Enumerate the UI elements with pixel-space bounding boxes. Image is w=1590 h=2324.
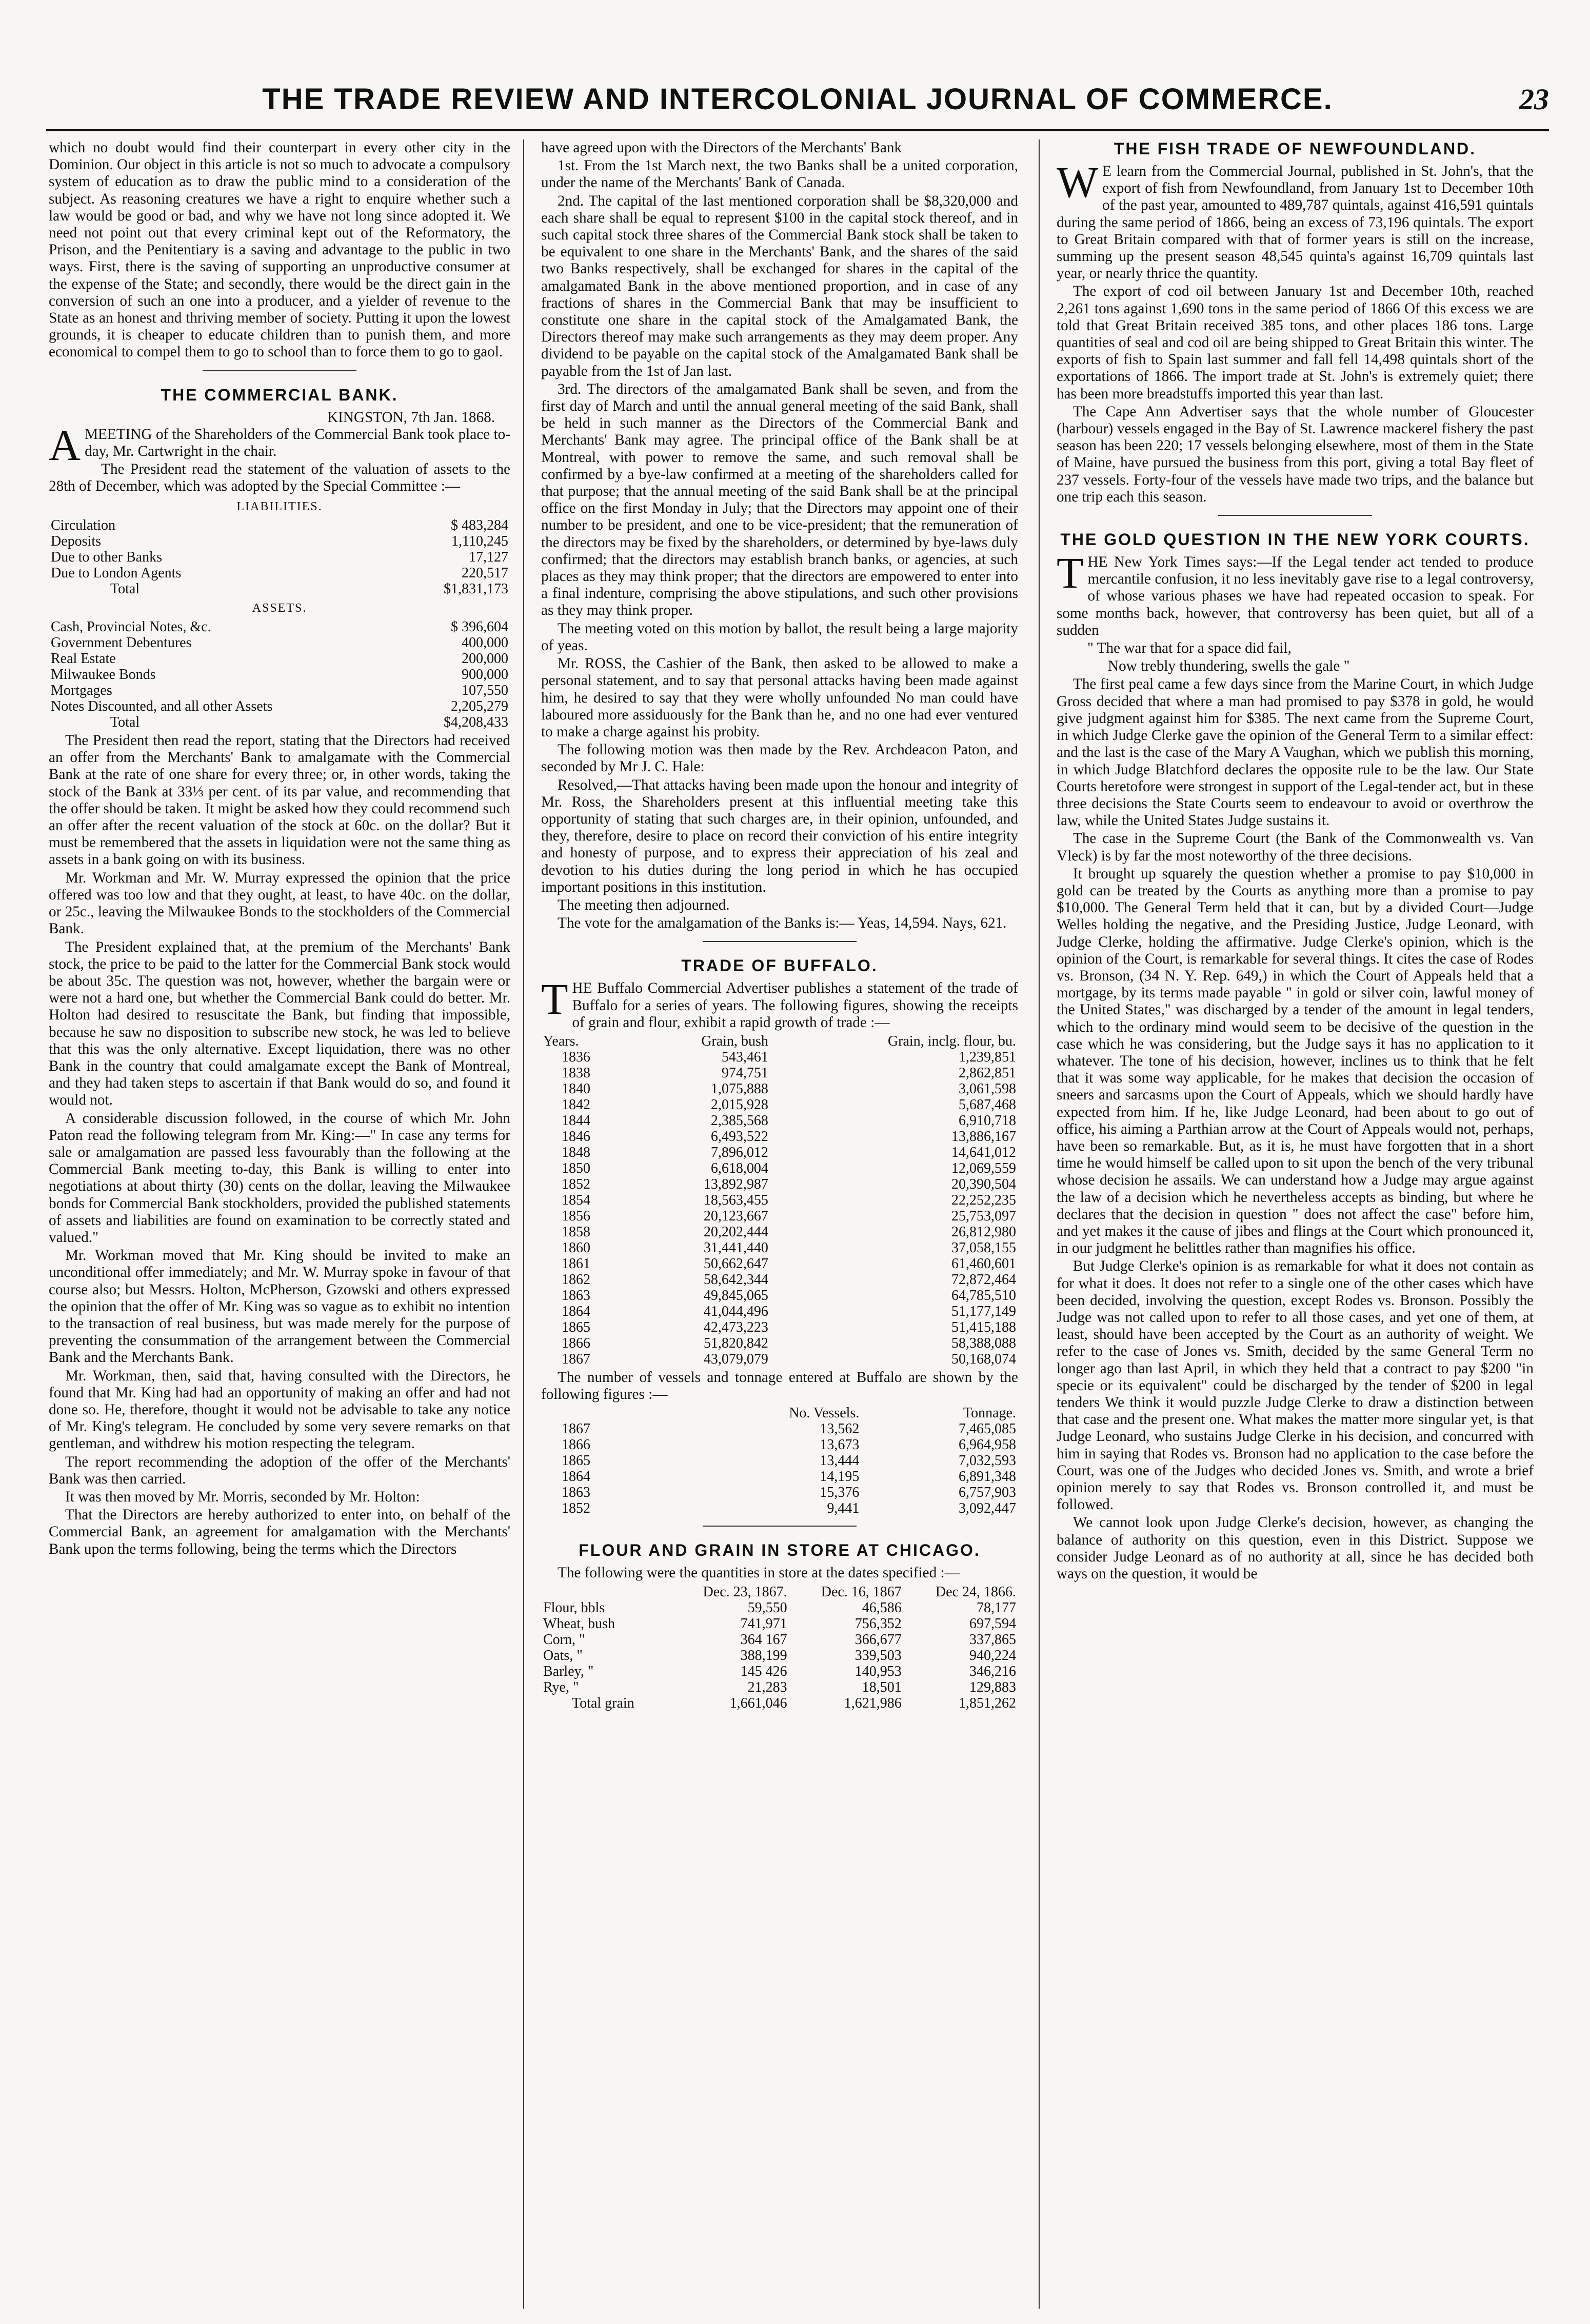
row-value: 31,441,440 [703, 1239, 768, 1256]
row-amount: 107,550 [462, 683, 508, 699]
row-value: 20,202,444 [703, 1224, 768, 1240]
gold-paragraph: We cannot look upon Judge Clerke's decision, however, as changing the balance of authority on this question, even in this District. Suppose we consider Judge Leonard as of no authority at all, since he has decided both ways on the question, it would be [1057, 1514, 1534, 1582]
row-value: 337,865 [969, 1631, 1016, 1648]
row-label: 1863 [562, 1485, 590, 1501]
table-row [541, 1600, 1018, 1616]
article-paragraph: The President then read the report, stating that the Directors had received an offer from the Merchants' Bank to amalgamate with the Commercial Bank at the rate of one share for every three; or, in other words, taking the stock of the Bank at 33⅓ per cent. of its par value, and recommending that the offer should be taken. It might be asked how they could recommend such an offer after the recent valuation of the stock at 60c. on the dollar? But it must be remembered that the assets in liquidation were not the same thing as assets in a bank going on with its business. [49, 732, 510, 868]
row-label: 1848 [562, 1144, 590, 1160]
total-row [49, 581, 510, 597]
row-value: 18,563,455 [703, 1192, 768, 1208]
table-row [541, 1679, 1018, 1695]
column-2 [541, 139, 1018, 2309]
table-row [541, 1256, 1018, 1272]
row-value: 1,075,888 [710, 1080, 768, 1097]
row-value: 18,501 [862, 1679, 902, 1695]
table-row [541, 1319, 1018, 1335]
table-row [49, 565, 510, 581]
row-label: Oats, " [543, 1647, 583, 1664]
column-divider [1039, 139, 1040, 2309]
total-label: Total grain [572, 1695, 634, 1711]
article-paragraph: Resolved,—That attacks having been made upon the honour and integrity of Mr. Ross, the Shareholders present at this influential meeting take this opportunity of stating that such charges are, in their opinion, unfounded, and they, therefore, desire to place on record their conviction of his entire integrity and honesty of purpose, and to express their appreciation of his zeal and devotion to his duties during the long period in which he has occupied important positions in this institution. [541, 776, 1018, 895]
row-value: 756,352 [854, 1615, 902, 1632]
row-value: 61,460,601 [951, 1255, 1016, 1272]
table-row [541, 1664, 1018, 1679]
table-row [541, 1208, 1018, 1224]
buffalo-intro: THE Buffalo Commercial Advertiser publishes a statement of the trade of Buffalo for a series of years. The following figures, showing the receipts of grain and flour, exhibit a rapid growth of trade :— [541, 974, 1018, 1031]
row-label: 1850 [562, 1160, 590, 1176]
column-header: Years. [543, 1033, 579, 1049]
row-label: Real Estate [51, 651, 116, 667]
article-paragraph: The following motion was then made by the Rev. Archdeacon Paton, and seconded by Mr J. C. Hale: [541, 742, 1018, 775]
table-row [541, 1648, 1018, 1664]
row-value: 12,069,559 [951, 1160, 1016, 1176]
chicago-intro: The following were the quantities in store at the dates specified :— [558, 1565, 960, 1581]
row-value: 543,461 [721, 1049, 768, 1065]
total-amount: $1,831,173 [444, 580, 508, 597]
total-amount: $4,208,433 [444, 714, 508, 731]
table-row [541, 1272, 1018, 1288]
row-value: 9,441 [827, 1500, 860, 1517]
article-paragraph: A considerable discussion followed, in the course of which Mr. John Paton read the following telegram from Mr. King:—" In case any terms for sale or amalgamation are passed less favourably than the following at the Commercial Bank meeting to-day, this Bank is willing to enter into negotiations at about thirty (30) cents on the dollar, leaving the Milwaukee bonds for Commercial Bank stockholders, provided the published statements of assets and liabilities are found on examination to be correctly stated and valued." [49, 1110, 510, 1246]
row-value: 6,910,718 [959, 1112, 1016, 1129]
table-row [541, 1081, 1018, 1097]
row-value: 388,199 [740, 1647, 787, 1664]
row-amount: $ 483,284 [451, 517, 508, 533]
drop-cap: T [541, 974, 568, 1024]
total-value: 1,851,262 [959, 1695, 1016, 1711]
row-value: 46,586 [862, 1599, 902, 1616]
column-3 [1057, 139, 1534, 2309]
row-value: 339,503 [854, 1647, 902, 1664]
fish-paragraph: W E learn from the Commercial Journal, published in St. John's, that the export of fish from Newfoundland, from January 1st to December 10th of the past year, amounted to 489,787 quintals, against 416,591 quintals during the same period of 1866, being an excess of 73,196 quintals. The export to Great Britain compared with that of former years is still on the increase, summing up the present season 48,545 quinta's against 16,709 quintals last year, or nearly thrice the quantity. [1057, 157, 1534, 282]
row-value: 26,812,980 [951, 1224, 1016, 1240]
row-label: 1867 [562, 1351, 590, 1367]
row-value: 50,168,074 [951, 1351, 1016, 1367]
row-label: 1862 [562, 1271, 590, 1288]
table-row [541, 1616, 1018, 1632]
table-row [541, 1224, 1018, 1240]
row-value: 21,283 [747, 1679, 787, 1695]
dateline: KINGSTON, 7th Jan. 1868. [327, 409, 495, 426]
fish-trade-heading: THE FISH TRADE OF NEWFOUNDLAND. [1114, 139, 1477, 158]
row-label: Circulation [51, 517, 115, 533]
row-label: Flour, bbls [543, 1599, 605, 1616]
row-value: 58,388,088 [951, 1335, 1016, 1351]
table-row [541, 1176, 1018, 1192]
row-value: 20,123,667 [703, 1208, 768, 1224]
row-value: 974,751 [721, 1065, 768, 1081]
row-label: 1866 [562, 1335, 590, 1351]
page-number: 23 [1519, 83, 1549, 116]
table-row [49, 635, 510, 651]
column-1 [49, 139, 510, 2309]
assets-table [49, 619, 510, 730]
row-label: 1856 [562, 1208, 590, 1224]
row-value: 3,061,598 [959, 1080, 1016, 1097]
row-value: 51,415,188 [951, 1319, 1016, 1335]
gold-paragraph: THE New York Times says:—If the Legal tender act tended to produce mercantile confusion, it no less inevitably gave rise to a legal controversy, of whose various phases we have had repeated occasion to speak. For some months back, however, that controversy has been quiet, but all of a sudden [1057, 548, 1534, 638]
row-value: 346,216 [969, 1663, 1016, 1679]
statement-intro: The President read the statement of the valuation of assets to the 28th of December, which was adopted by the Special Committee :— [49, 461, 510, 495]
article-paragraph: Mr. Workman, then, said that, having consulted with the Directors, he found that Mr. King had had an opportunity of making an offer and had not done so. He, therefore, thought it would not be advisable to take any notice of Mr. King's telegram. He concluded by some very severe remarks on that gentleman, and withdrew his motion respecting the telegram. [49, 1367, 510, 1452]
total-value: 1,621,986 [844, 1695, 902, 1711]
row-value: 940,224 [969, 1647, 1016, 1664]
table-row [541, 1453, 1018, 1469]
table-row [541, 1304, 1018, 1319]
row-value: 7,896,012 [710, 1144, 768, 1160]
gold-question-heading: THE GOLD QUESTION IN THE NEW YORK COURTS. [1060, 530, 1530, 549]
row-amount: 2,205,279 [451, 698, 508, 715]
column-header: Grain, bush [701, 1033, 768, 1049]
liabilities-table [49, 517, 510, 597]
drop-cap: A [49, 420, 81, 470]
row-value: 43,079,079 [703, 1351, 768, 1367]
gold-paragraph: But Judge Clerke's opinion is as remarkable for what it does not contain as for what it does. It does not refer to a single one of the other cases which have been decided, involving the question, except Rodes vs. Bronson. Possibly the Judge was not called upon to refer to all those cases, and yet one of them, at least, should have been accepted by the Court as an authority of weight. We refer to the case of Jones vs. Smith, decided by the same General Term no longer ago than last April, in which they held that a contract to pay $200 "in specie or its equivalent" could be discharged by the tender of $200 in legal tenders We think it would puzzle Judge Clerke to draw a distinction between that case and the present one. What makes the matter more singular yet, is that Judge Leonard, who sustains Judge Clerke in his decision, and concurred with him in saying that Rodes vs. Bronson had no application to the case before the Court, was one of the Judges who decided Jones vs. Smith, and wrote a brief opinion merely to say that Rodes vs. Bronson controlled it, and must be followed. [1057, 1258, 1534, 1513]
row-value: 13,892,987 [703, 1176, 768, 1192]
row-value: 72,872,464 [951, 1271, 1016, 1288]
assets-label: ASSETS. [252, 601, 307, 615]
row-value: 5,687,468 [959, 1096, 1016, 1113]
table-row [541, 1485, 1018, 1500]
gold-paragraph: It brought up squarely the question whether a promise to pay $10,000 in gold can be treated by the Courts as anything more than a promise to pay $10,000. The General Term held that it can, but by a divided Court—Judge Welles holding the negative, and the Presiding Justice, Judge Leonard, with Judge Clerke, holding the affirmative. Judge Clerke's opinion, which is the opinion of the Court, is remarkable for several things. It cites the case of Rodes vs. Bronson, (34 N. Y. Rep. 649,) in which the Court of Appeals held that a mortgage, by its terms made payable " in gold or silver coin, lawful money of the United States," was discharged by a tender of the amount in legal tenders, which to the ordinary mind would seem to be decisive of the question in the case which he was considering, but the Judge says it has no application to it whatever. The tone of his decision, however, inclines us to think that he felt that it was some way applicable, for he makes that decision the occasion of sneers and sarcasms upon the Court of Appeals, which we should hardly have expected from him. If he, like Judge Leonard, had been about to go out of office, his aiming a Parthian arrow at the Court of Appeals would not, perhaps, have been so remarkable. But, as it is, he must have forgotten that in a short time he would himself be called upon to sit upon the bench of the very tribunal whose decision he assails. We can understand how a Judge may argue against the law of a decision which he nevertheless accepts as binding, but where he declares that the decision in question " does not affect the case" before him, and yet makes it the cause of jibes and flings at the Court which pronounced it, in our judgment he belittles rather than magnifies his office. [1057, 865, 1534, 1257]
article-paragraph: Mr. Workman moved that Mr. King should be invited to make an unconditional offer immediately; and Mr. W. Murray spoke in favour of that course also; but Messrs. Holton, McPherson, Gzowski and others expressed the opinion that the offer of Mr. King was so vague as to exhibit no intention to the transaction of real business, but was made merely for the purpose of preventing the consummation of the arrangement between the Commercial Bank and the Merchants Bank. [49, 1247, 510, 1366]
row-value: 1,239,851 [959, 1049, 1016, 1065]
row-value: 364 167 [740, 1631, 787, 1648]
article-paragraph: It was then moved by Mr. Morris, seconded by Mr. Holton: [65, 1489, 420, 1505]
row-value: 7,032,593 [959, 1453, 1016, 1469]
column-header: Grain, inclg. flour, bu. [887, 1033, 1016, 1049]
row-value: 49,845,065 [703, 1287, 768, 1304]
table-row [541, 1335, 1018, 1351]
verse-line: Now trebly thundering, swells the gale " [1108, 658, 1350, 675]
table-header-row [541, 1584, 1018, 1600]
total-row [541, 1695, 1018, 1711]
row-value: 42,473,223 [703, 1319, 768, 1335]
row-amount: 900,000 [462, 667, 508, 683]
table-row [541, 1049, 1018, 1065]
row-value: 14,195 [820, 1469, 860, 1485]
table-row [541, 1145, 1018, 1160]
total-label: Total [110, 714, 140, 731]
table-row [49, 683, 510, 698]
row-label: 1852 [562, 1500, 590, 1517]
commercial-bank-heading: THE COMMERCIAL BANK. [161, 385, 399, 404]
table-row [541, 1437, 1018, 1453]
section-rule [1218, 515, 1372, 516]
article-paragraph: The vote for the amalgamation of the Banks is:— Yeas, 14,594. Nays, 621. [558, 915, 1007, 932]
row-value: 59,550 [747, 1599, 787, 1616]
row-value: 41,044,496 [703, 1303, 768, 1319]
chicago-store-heading: FLOUR AND GRAIN IN STORE AT CHICAGO. [579, 1541, 981, 1560]
table-row [541, 1065, 1018, 1081]
row-label: 1867 [562, 1421, 590, 1437]
column-header: Tonnage. [963, 1405, 1016, 1421]
trade-of-buffalo-heading: TRADE OF BUFFALO. [681, 956, 878, 975]
row-value: 145 426 [740, 1663, 787, 1679]
table-row [49, 549, 510, 565]
row-amount: $ 396,604 [451, 619, 508, 635]
total-row [49, 714, 510, 730]
row-value: 2,385,568 [710, 1112, 768, 1129]
table-row [49, 619, 510, 635]
meeting-paragraph: AMEETING of the Shareholders of the Commercial Bank took place to-day, Mr. Cartwright in the chair. [49, 420, 510, 470]
row-value: 25,753,097 [951, 1208, 1016, 1224]
vessels-intro: The number of vessels and tonnage entered at Buffalo are shown by the following figures :— [541, 1369, 1018, 1403]
buffalo-grain-table [541, 1033, 1018, 1367]
row-value: 13,673 [820, 1437, 860, 1453]
article-paragraph: Mr. Workman and Mr. W. Murray expressed the opinion that the price offered was too low and that they ought, at least, to have 40c. on the dollar, or 25c., leaving the Milwaukee Bonds to the stockholders of the Commercial Bank. [49, 869, 510, 937]
table-row [541, 1469, 1018, 1485]
masthead [46, 82, 1549, 128]
row-value: 6,891,348 [959, 1469, 1016, 1485]
row-value: 78,177 [977, 1599, 1016, 1616]
row-value: 13,444 [820, 1453, 860, 1469]
row-label: 1836 [562, 1049, 590, 1065]
table-header-row [541, 1405, 1018, 1421]
article-paragraph: Mr. ROSS, the Cashier of the Bank, then asked to be allowed to make a personal statement, and to say that personal attacks having been made against him, he desired to say that they were wholly unfounded No man could have laboured more assiduously for the Bank than he, and no one had ever ventured to make a charge against his probity. [541, 655, 1018, 740]
row-value: 741,971 [740, 1615, 787, 1632]
article-paragraph: The President explained that, at the premium of the Merchants' Bank stock, the price to be paid to the latter for the Commercial Bank stock would be about 35c. The question was not, however, whether the bargain were or were not a hard one, but whether the Commercial Bank could do better. Mr. Holton had desired to resuscitate the Bank, but finding that impossible, because he saw no disposition to subscribe new stock, he was led to believe that this was the only alternative. Except liquidation, there was no other Bank in the country that could amalgamate except the Bank of Montreal, and they had taken steps to ascertain if that Bank would do so, and found it would not. [49, 938, 510, 1109]
row-value: 50,662,647 [703, 1255, 768, 1272]
row-value: 37,058,155 [951, 1239, 1016, 1256]
table-row [541, 1160, 1018, 1176]
article-paragraph: The meeting voted on this motion by ballot, the result being a large majority of yeas. [541, 620, 1018, 654]
article-paragraph: 3rd. The directors of the amalgamated Bank shall be seven, and from the first day of March and until the annual general meeting of the said Bank, shall be held in such manner as the Directors of the Commercial Bank and Merchants' Bank may agree. The principal office of the Bank shall be at Montreal, with power to remove the same, and such removal shall be confirmed by a bye-law confirmed at a meeting of the shareholders called for that purpose; that the annual meeting of the said Bank shall be at the principal office on the first Monday in July; that the Directors may appoint one of their number to be president, and one to be vice-president; that the remuneration of the directors may be fixed by the shareholders, or determined by bye-laws duly confirmed; that the directors may establish branch banks, or agencies, at such places as they may think proper; that the directors are empowered to enter into a final indenture, comprising the above stipulations, and such other provisions as they may think proper. [541, 380, 1018, 619]
row-value: 140,953 [854, 1663, 902, 1679]
article-paragraph: have agreed upon with the Directors of the Merchants' Bank [541, 139, 902, 156]
total-label: Total [110, 580, 140, 597]
row-label: Due to London Agents [51, 565, 182, 581]
chicago-store-table [541, 1584, 1018, 1711]
row-label: 1863 [562, 1287, 590, 1304]
table-row [541, 1288, 1018, 1304]
total-value: 1,661,046 [729, 1695, 787, 1711]
row-label: Cash, Provincial Notes, &c. [51, 619, 211, 635]
table-row [49, 517, 510, 533]
fish-paragraph: The Cape Ann Advertiser says that the whole number of Gloucester (harbour) vessels engaged in the Bay of St. Lawrence mackerel fishery the past season has been 220; 17 vessels belonging elsewhere, most of them in the State of Maine, have pursued the business from this port, giving a total Bay fleet of 237 vessels. Forty-four of the vessels have made two trips, and the balance but one trip each this season. [1057, 403, 1534, 505]
row-label: Due to other Banks [51, 549, 162, 565]
liabilities-label: LIABILITIES. [236, 499, 323, 513]
row-value: 2,862,851 [959, 1065, 1016, 1081]
row-value: 3,092,447 [959, 1500, 1016, 1517]
table-row [541, 1240, 1018, 1256]
row-label: Barley, " [543, 1663, 594, 1679]
education-article-text: which no doubt would find their counterpart in every other city in the Dominion. Our object in this article is not so much to advocate a compulsory system of education as to draw the public mind to a consideration of the subject. As reasoning creatures we have a right to enquire whether such a law would be good or bad, and why we have not long since adopted it. We need not point out that every criminal kept out of the Reformatory, the Prison, and the Penitentiary is a saving and advantage to the public in two ways. First, there is the saving of supporting an unproductive consumer at the expense of the State; and secondly, there would be the direct gain in the conversion of such an one into a producer, and a yielder of revenue to the State as an honest and thriving member of society. Putting it upon the lowest grounds, it is cheaper to educate children than to punish them, and more economical to compel them to go to school than to force them to go to gaol. [49, 139, 510, 360]
article-paragraph: The report recommending the adoption of the offer of the Merchants' Bank was then carried. [49, 1453, 510, 1487]
row-label: 1852 [562, 1176, 590, 1192]
masthead-rule [46, 129, 1549, 131]
row-value: 2,015,928 [710, 1096, 768, 1113]
column-header: Dec. 23, 1867. [703, 1584, 787, 1600]
row-label: 1860 [562, 1239, 590, 1256]
row-label: 1865 [562, 1319, 590, 1335]
row-label: 1846 [562, 1128, 590, 1145]
row-value: 51,820,842 [703, 1335, 768, 1351]
row-value: 20,390,504 [951, 1176, 1016, 1192]
article-paragraph: The meeting then adjourned. [558, 896, 730, 913]
row-label: 1864 [562, 1303, 590, 1319]
table-header-row [541, 1033, 1018, 1049]
table-row [541, 1192, 1018, 1208]
column-divider [523, 139, 524, 2309]
gold-paragraph: The case in the Supreme Court (the Bank of the Commonwealth vs. Van Vleck) is by far the most noteworthy of the three decisions. [1057, 830, 1534, 864]
row-label: Government Debentures [51, 635, 192, 651]
table-row [541, 1500, 1018, 1516]
table-row [541, 1129, 1018, 1145]
row-label: Rye, " [543, 1679, 579, 1695]
row-label: 1844 [562, 1112, 590, 1129]
row-value: 64,785,510 [951, 1287, 1016, 1304]
row-value: 51,177,149 [951, 1303, 1016, 1319]
column-header: No. Vessels. [789, 1405, 860, 1421]
verse-line: " The war that for a space did fail, [1087, 640, 1291, 657]
row-label: 1854 [562, 1192, 590, 1208]
table-row [49, 651, 510, 667]
column-header: Dec 24, 1866. [935, 1584, 1016, 1600]
row-amount: 200,000 [462, 651, 508, 667]
section-rule [703, 941, 857, 942]
row-label: 1866 [562, 1437, 590, 1453]
article-paragraph: 1st. From the 1st March next, the two Banks shall be a united corporation, under the name of the Merchants' Bank of Canada. [541, 157, 1018, 191]
table-row [49, 533, 510, 549]
row-label: Corn, " [543, 1631, 585, 1648]
table-row [541, 1113, 1018, 1129]
row-value: 22,252,235 [951, 1192, 1016, 1208]
buffalo-vessels-table [541, 1405, 1018, 1516]
row-label: 1858 [562, 1224, 590, 1240]
row-label: Deposits [51, 533, 101, 549]
row-value: 13,562 [820, 1421, 860, 1437]
row-value: 14,641,012 [951, 1144, 1016, 1160]
row-value: 7,465,085 [959, 1421, 1016, 1437]
row-label: 1842 [562, 1096, 590, 1113]
row-label: Milwaukee Bonds [51, 667, 156, 683]
article-paragraph: That the Directors are hereby authorized to enter into, on behalf of the Commercial Bank, an agreement for amalgamation with the Merchants' Bank upon the terms following, being the terms which the Directors [49, 1507, 510, 1557]
row-label: Mortgages [51, 683, 112, 699]
row-label: Wheat, bush [543, 1615, 615, 1632]
row-value: 6,757,903 [959, 1485, 1016, 1501]
row-amount: 400,000 [462, 635, 508, 651]
drop-cap: T [1057, 548, 1084, 598]
row-value: 129,883 [969, 1679, 1016, 1695]
column-header: Dec. 16, 1867 [821, 1584, 902, 1600]
row-value: 13,886,167 [951, 1128, 1016, 1145]
row-label: 1840 [562, 1080, 590, 1097]
drop-cap: W [1057, 157, 1099, 207]
row-value: 58,642,344 [703, 1271, 768, 1288]
table-row [49, 698, 510, 714]
row-value: 6,618,004 [710, 1160, 768, 1176]
section-rule [203, 370, 356, 371]
row-amount: 220,517 [462, 565, 508, 581]
row-amount: 17,127 [469, 549, 508, 565]
row-value: 15,376 [820, 1485, 860, 1501]
fish-paragraph: The export of cod oil between January 1st and December 10th, reached 2,261 tons against 1,690 tons in the same period of 1866 Of this excess we are told that Great Britain received 385 tons, and other places 186 tons. Large quantities of seal and cod oil are being shipped to Great Britain this winter. The exports of fish to Spain last summer and fall fell 14,498 quintals short of the exportations of 1866. The import trade at St. John's is extremely quiet; there has been more breadstuffs imported this year than last. [1057, 283, 1534, 402]
row-amount: 1,110,245 [451, 533, 508, 549]
row-value: 697,594 [969, 1615, 1016, 1632]
row-value: 6,964,958 [959, 1437, 1016, 1453]
table-row [49, 667, 510, 683]
row-label: 1864 [562, 1469, 590, 1485]
row-label: 1838 [562, 1065, 590, 1081]
section-rule [703, 1526, 857, 1527]
table-row [541, 1421, 1018, 1437]
gold-paragraph: The first peal came a few days since from the Marine Court, in which Judge Gross decided that where a man had promised to pay $378 in gold, he would give judgment against him for $385. The next came from the Supreme Court, in which Judge Clerke gave the opinion of the General Term to a similar effect: and the last is the case of the Mary A Vaughan, which we publish this morning, in which Judge Blatchford declares the opposite rule to be the law. Our State Courts heretofore were strongest in support of the Legal-tender act, but in these three decisions the State Courts seem to endeavour to avoid or overthrow the law, while the United States Judge sustains it. [1057, 676, 1534, 829]
row-label: Notes Discounted, and all other Assets [51, 698, 273, 715]
table-row [541, 1097, 1018, 1113]
table-row [541, 1351, 1018, 1367]
article-paragraph: 2nd. The capital of the last mentioned corporation shall be $8,320,000 and each share shall be equal to represent $100 in the capital stock thereof, and in such capital stock three shares of the Commercial Bank stock shall be taken to be equivalent to one share in the Merchants' Bank, and the shares of the said two Banks respectively, shall be exchanged for shares in the capital of the amalgamated Bank in the above mentioned proportion, and in case of any fractions of shares in the Commercial Bank that may be insufficient to constitute one share in the capital stock of the Amalgamated Bank, the Directors thereof may make such arrangements as they may deem proper. Any dividend to be payable on the capital stock of the Amalgamated Bank shall be payable from the 1st of Jan last. [541, 192, 1018, 379]
table-row [541, 1632, 1018, 1648]
row-value: 366,677 [854, 1631, 902, 1648]
row-label: 1861 [562, 1255, 590, 1272]
row-value: 6,493,522 [710, 1128, 768, 1145]
journal-title: THE TRADE REVIEW AND INTERCOLONIAL JOURNAL OF COMMERCE. [262, 83, 1333, 116]
row-label: 1865 [562, 1453, 590, 1469]
